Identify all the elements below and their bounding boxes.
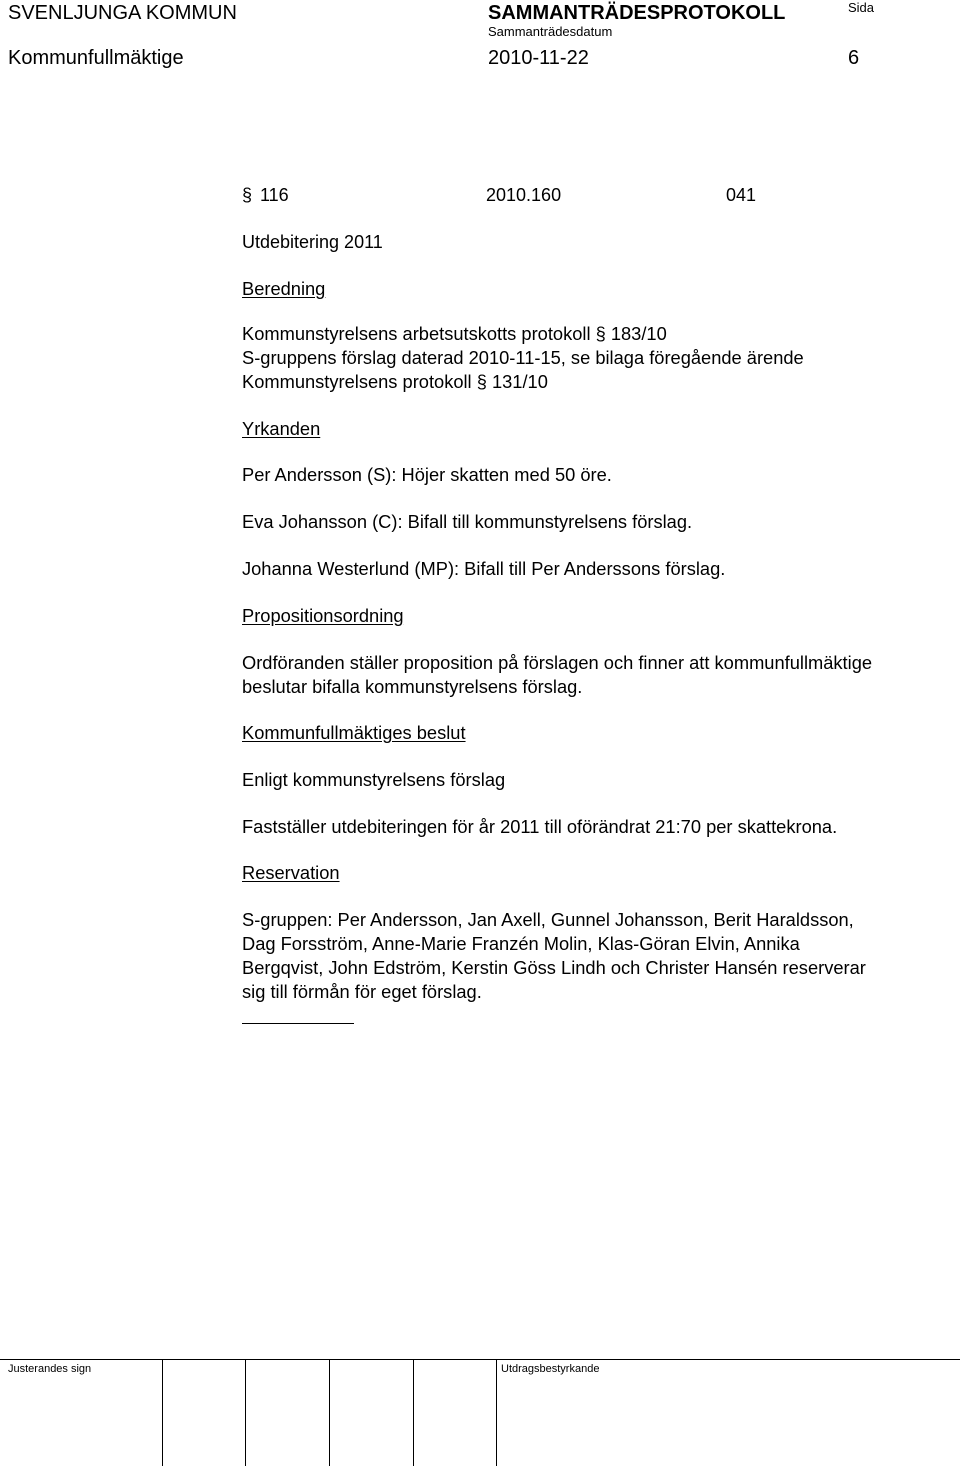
heading-reservation: Reservation bbox=[242, 862, 340, 883]
beslut-decision: Fastställer utdebiteringen för år 2011 till oförändrat 21:70 per skattekrona. bbox=[242, 816, 838, 837]
justerandes-sign-label: Justerandes sign bbox=[8, 1363, 92, 1375]
item-number: 116 bbox=[260, 185, 289, 205]
footer-divider bbox=[496, 1360, 497, 1466]
footer-divider bbox=[162, 1360, 163, 1466]
page-label: Sida bbox=[848, 0, 875, 15]
date-label: Sammanträdesdatum bbox=[488, 24, 613, 39]
proposition-line: Ordföranden ställer proposition på förslagen och finner att kommunfullmäktige bbox=[242, 652, 873, 673]
yrkande-item: Per Andersson (S): Höjer skatten med 50 öre. bbox=[242, 464, 612, 485]
heading-beslut: Kommunfullmäktiges beslut bbox=[242, 722, 466, 743]
committee-name: Kommunfullmäktige bbox=[8, 47, 184, 69]
beredning-line: Kommunstyrelsens arbetsutskotts protokoll § 183/10 bbox=[242, 323, 667, 344]
footer-signature-table bbox=[0, 1359, 960, 1466]
document-type: SAMMANTRÄDESPROTOKOLL bbox=[488, 2, 786, 24]
reservation-line: Bergqvist, John Edström, Kerstin Göss Lindh och Christer Hansén reserverar bbox=[242, 957, 866, 978]
footer-divider bbox=[329, 1360, 330, 1466]
beredning-line: Kommunstyrelsens protokoll § 131/10 bbox=[242, 371, 548, 392]
yrkande-item: Johanna Westerlund (MP): Bifall till Per Anderssons förslag. bbox=[242, 558, 726, 579]
proposition-line: beslutar bifalla kommunstyrelsens förslag. bbox=[242, 676, 583, 697]
org-name: SVENLJUNGA KOMMUN bbox=[8, 2, 237, 24]
footer-divider bbox=[245, 1360, 246, 1466]
beredning-line: S-gruppens förslag daterad 2010-11-15, se bilaga föregående ärende bbox=[242, 347, 804, 368]
reservation-line: sig till förmån för eget förslag. bbox=[242, 981, 482, 1002]
item-code: 041 bbox=[726, 185, 757, 205]
end-rule bbox=[242, 1023, 354, 1024]
heading-propositionsordning: Propositionsordning bbox=[242, 605, 404, 626]
case-number: 2010.160 bbox=[486, 185, 562, 205]
heading-beredning: Beredning bbox=[242, 278, 326, 299]
yrkande-item: Eva Johansson (C): Bifall till kommunstyrelsens förslag. bbox=[242, 511, 693, 532]
heading-yrkanden: Yrkanden bbox=[242, 418, 321, 439]
meeting-date: 2010-11-22 bbox=[488, 47, 589, 69]
reservation-line: Dag Forsström, Anne-Marie Franzén Molin, Klas-Göran Elvin, Annika bbox=[242, 933, 800, 954]
footer-divider bbox=[413, 1360, 414, 1466]
item-title: Utdebitering 2011 bbox=[242, 232, 383, 252]
utdragsbestyrkande-label: Utdragsbestyrkande bbox=[501, 1363, 600, 1375]
reservation-line: S-gruppen: Per Andersson, Jan Axell, Gunnel Johansson, Berit Haraldsson, bbox=[242, 909, 854, 930]
beslut-basis: Enligt kommunstyrelsens förslag bbox=[242, 769, 506, 790]
page-number: 6 bbox=[848, 47, 860, 69]
section-sign: § bbox=[242, 185, 253, 205]
